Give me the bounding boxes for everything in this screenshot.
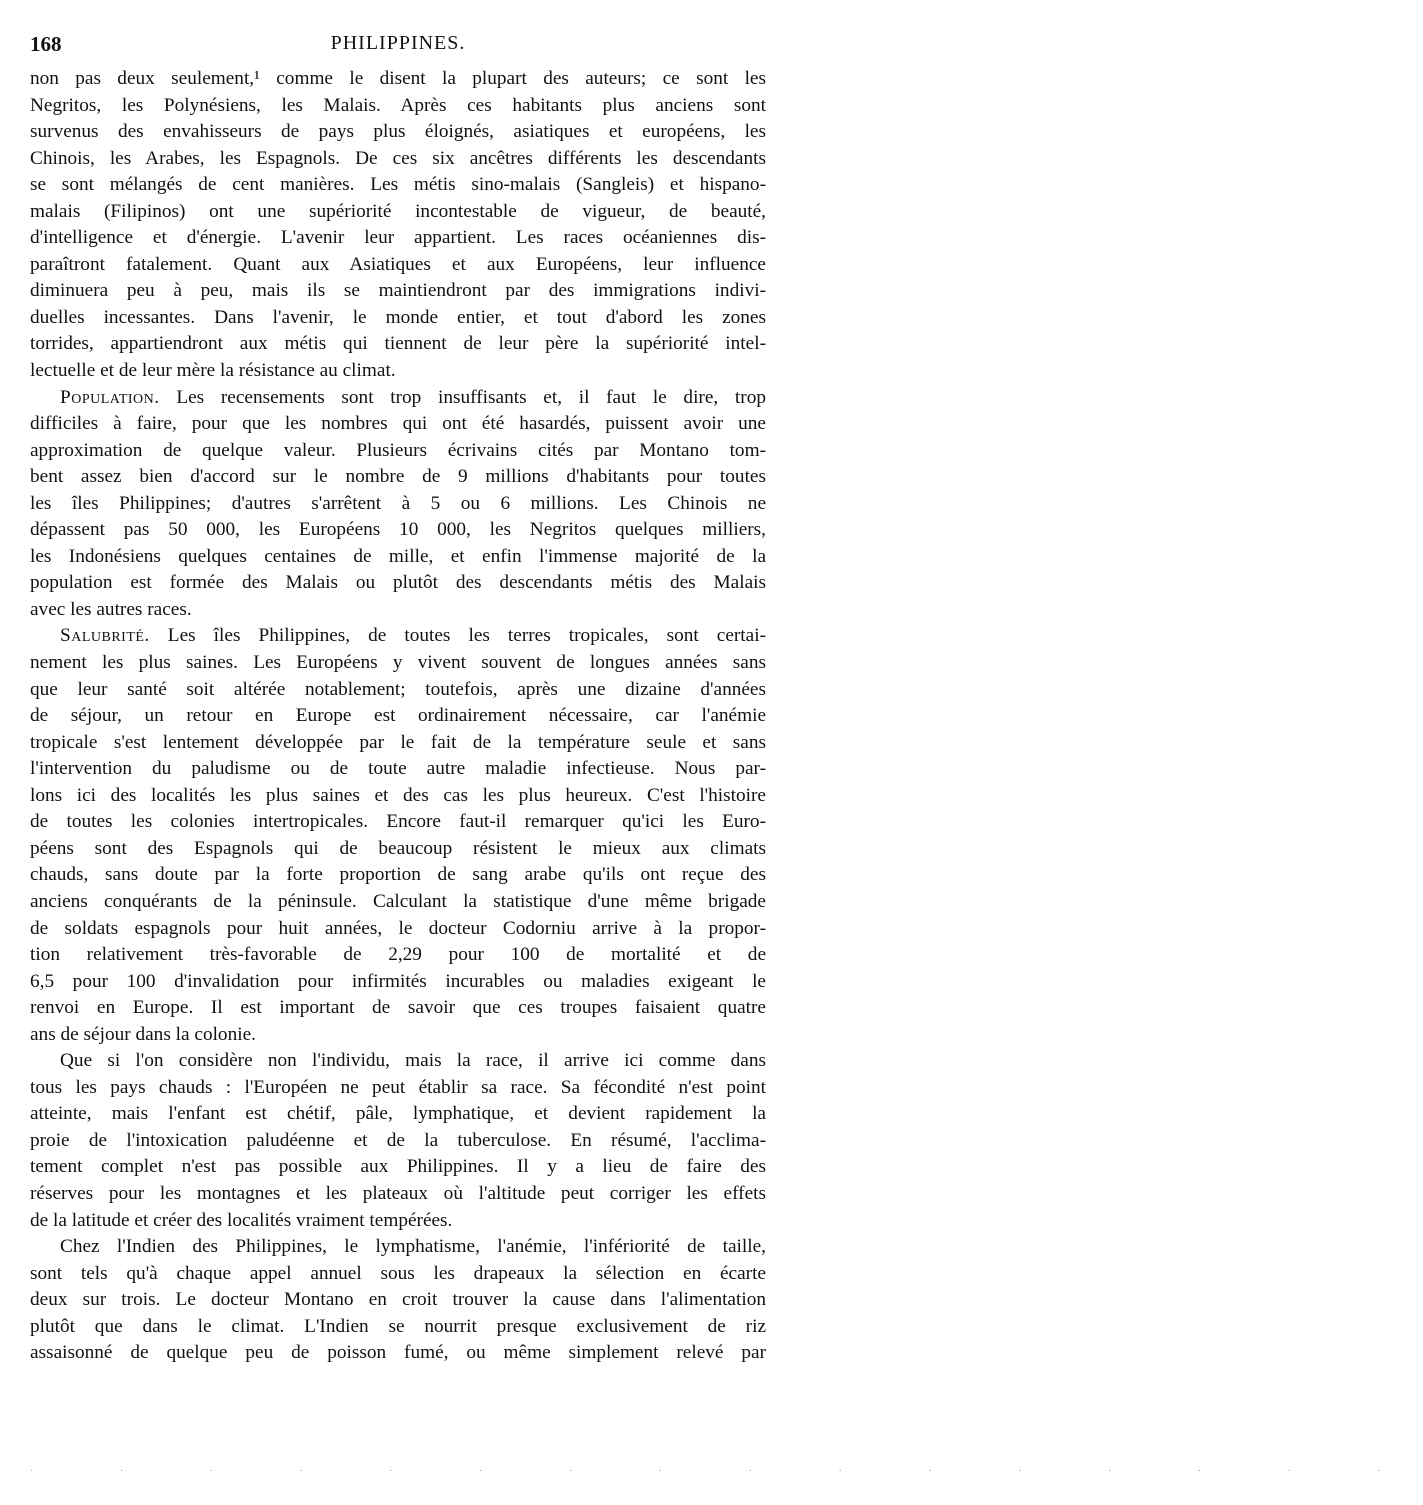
text-line: les Indonésiens quelques centaines de mille, et enfin l'immense majorité de la [30,545,766,567]
text-line: tropicale s'est lentement développée par le fait de la température seule et sans [30,731,766,753]
text-line: deux sur trois. Le docteur Montano en croit trouver la cause dans l'alimentation [30,1289,766,1311]
text-line: lons ici des localités les plus saines et des cas les plus heureux. C'est l'histoire [30,784,766,806]
text-line: proie de l'intoxication paludéenne et de la tuberculose. En résumé, l'acclima- [30,1129,766,1151]
text-line: se sont mélangés de cent manières. Les métis sino-malais (Sangleis) et hispano- [30,174,766,196]
text-line: paraîtront fatalement. Quant aux Asiatiques et aux Européens, leur influence [30,253,766,275]
text-line: les îles Philippines; d'autres s'arrêtent à 5 ou 6 millions. Les Chinois ne [30,492,766,514]
text-line: torrides, appartiendront aux métis qui tiennent de leur père la supériorité intel- [30,333,766,355]
paragraph-indien [30,1234,766,1367]
scan-footer-marks: · · · · · · · · · · · · · · · · [30,1466,1423,1477]
text-line: sont tels qu'à chaque appel annuel sous les drapeaux la sélection en écarte [30,1262,766,1284]
text-line: non pas deux seulement,¹ comme le disent la plupart des auteurs; ce sont les [30,68,766,89]
text-line: ans de séjour dans la colonie. [30,1023,256,1045]
text-line-rest: Les recensements sont trop insuffisants et, il faut le dire, trop [159,386,766,408]
text-line: anciens conquérants de la péninsule. Calculant la statistique d'une même brigade [30,890,766,912]
paragraph-race [30,1048,766,1234]
text-line: de toutes les colonies intertropicales. Encore faut-il remarquer qu'ici les Euro- [30,811,766,833]
text-line: de séjour, un retour en Europe est ordinairement nécessaire, car l'anémie [30,705,766,727]
page-header [30,32,766,60]
text-line-rest: Les îles Philippines, de toutes les terres tropicales, sont certai- [149,625,766,647]
text-line: réserves pour les montagnes et les plateaux où l'altitude peut corriger les effets [30,1182,766,1204]
text-line: nement les plus saines. Les Européens y vivent souvent de longues années sans [30,652,766,674]
text-line-with-heading [30,385,766,412]
text-line: bent assez bien d'accord sur le nombre de 9 millions d'habitants pour toutes [30,466,766,488]
text-line: difficiles à faire, pour que les nombres qui ont été hasardés, puissent avoir une [30,413,766,435]
text-line: de soldats espagnols pour huit années, le docteur Codorniu arrive à la propor- [30,917,766,939]
text-line: 6,5 pour 100 d'invalidation pour infirmités incurables ou maladies exigeant le [30,970,766,992]
text-line: lectuelle et de leur mère la résistance au climat. [30,360,396,382]
text-line: population est formée des Malais ou plutôt des descendants métis des Malais [30,572,766,594]
text-line-with-heading [30,623,766,650]
text-line: Que si l'on considère non l'individu, mais la race, il arrive ici comme dans [60,1050,766,1072]
text-line: assaisonné de quelque peu de poisson fumé, ou même simplement relevé par [30,1342,766,1364]
page-number: 168 [30,32,62,56]
text-line: approximation de quelque valeur. Plusieurs écrivains cités par Montano tom- [30,439,766,461]
text-line: que leur santé soit altérée notablement; toutefois, après une dizaine d'années [30,678,766,700]
text-line: Chinois, les Arabes, les Espagnols. De ces six ancêtres différents les descendants [30,147,766,169]
text-line: duelles incessantes. Dans l'avenir, le monde entier, et tout d'abord les zones [30,306,766,328]
paragraph-population [30,385,766,624]
text-line: renvoi en Europe. Il est important de savoir que ces troupes faisaient quatre [30,997,766,1019]
text-line: tion relativement très-favorable de 2,29 pour 100 de mortalité et de [30,944,766,966]
text-line: de la latitude et créer des localités vraiment tempérées. [30,1209,453,1231]
text-line: survenus des envahisseurs de pays plus éloignés, asiatiques et européens, les [30,121,766,143]
text-line: péens sont des Espagnols qui de beaucoup résistent le mieux aux climats [30,837,766,859]
text-line: plutôt que dans le climat. L'Indien se nourrit presque exclusivement de riz [30,1315,766,1337]
text-line: tous les pays chauds : l'Européen ne peut établir sa race. Sa fécondité n'est point [30,1076,766,1098]
section-heading-salubrite: Salubrité. [60,625,150,647]
paragraph-continuation [30,66,766,385]
body-text [30,66,766,1367]
text-line: tement complet n'est pas possible aux Philippines. Il y a lieu de faire des [30,1156,766,1178]
section-heading-population: Population. [60,386,160,408]
text-line: avec les autres races. [30,598,192,620]
running-title: PHILIPPINES. [330,32,466,54]
text-line: dépassent pas 50 000, les Européens 10 000, les Negritos quelques milliers, [30,519,766,541]
text-line: chauds, sans doute par la forte proportion de sang arabe qu'ils ont reçue des [30,864,766,886]
text-line: malais (Filipinos) ont une supériorité incontestable de vigueur, de beauté, [30,200,766,222]
text-line: l'intervention du paludisme ou de toute autre maladie infectieuse. Nous par- [30,758,766,780]
text-line: d'intelligence et d'énergie. L'avenir leur appartient. Les races océaniennes dis- [30,227,766,249]
text-line: diminuera peu à peu, mais ils se maintiendront par des immigrations indivi- [30,280,766,302]
paragraph-salubrite [30,623,766,1048]
text-line: Negritos, les Polynésiens, les Malais. Après ces habitants plus anciens sont [30,94,766,116]
text-line: atteinte, mais l'enfant est chétif, pâle, lymphatique, et devient rapidement la [30,1103,766,1125]
text-line: Chez l'Indien des Philippines, le lymphatisme, l'anémie, l'infériorité de taille, [60,1236,766,1258]
